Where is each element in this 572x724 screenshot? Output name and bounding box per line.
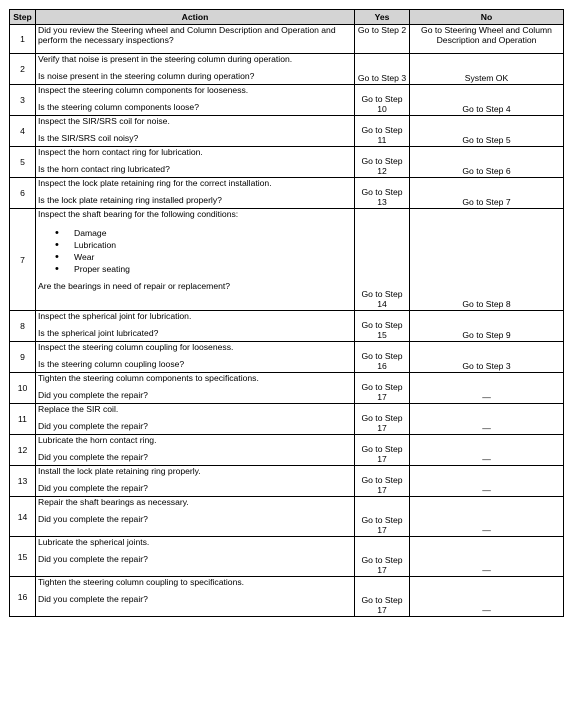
no-result: — [410,373,564,404]
no-result: Go to Step 8 [410,209,564,311]
yes-result: Go to Step 15 [355,311,410,342]
yes-result: Go to Step 17 [355,373,410,404]
step-question: Did you complete the repair? [38,594,148,604]
step-action: Inspect the steering column coupling for looseness. [38,342,234,352]
no-result: Go to Step 9 [410,311,564,342]
yes-result: Go to Step 17 [355,577,410,617]
yes-result: Go to Step 10 [355,85,410,116]
yes-result: Go to Step 12 [355,147,410,178]
step-question: Are the bearings in need of repair or replacement? [38,281,231,291]
no-result: Go to Step 6 [410,147,564,178]
table-row [10,577,564,617]
step-action-cell [36,85,355,116]
step-action-cell [36,342,355,373]
step-question: Is the spherical joint lubricated? [38,328,159,338]
step-action: Verify that noise is present in the steering column during operation. [38,54,293,64]
table-row [10,116,564,147]
no-result: System OK [410,54,564,85]
step-action-cell [36,466,355,497]
step-action: Inspect the lock plate retaining ring for the correct installation. [38,178,272,188]
step-action: Lubricate the horn contact ring. [38,435,157,445]
step-action: Repair the shaft bearings as necessary. [38,497,189,507]
yes-result: Go to Step 11 [355,116,410,147]
step-action: Inspect the shaft bearing for the following conditions: [38,209,239,219]
step-question: Is the lock plate retaining ring installed properly? [38,195,222,205]
table-row [10,85,564,116]
step-number: 9 [10,342,36,373]
table-row [10,147,564,178]
table-row [10,342,564,373]
yes-result: Go to Step 13 [355,178,410,209]
no-result: Go to Step 3 [410,342,564,373]
yes-result: Go to Step 2 [355,25,410,54]
yes-result: Go to Step 17 [355,537,410,577]
yes-result: Go to Step 17 [355,404,410,435]
header-row [10,10,564,25]
step-action: Replace the SIR coil. [38,404,119,414]
step-question: Did you complete the repair? [38,421,148,431]
table-row [10,466,564,497]
step-action-cell [36,147,355,178]
no-result: Go to Step 7 [410,178,564,209]
step-number: 16 [10,577,36,617]
no-result: Go to Step 5 [410,116,564,147]
yes-result: Go to Step 17 [355,466,410,497]
step-action-cell [36,577,355,617]
step-question: Is the steering column coupling loose? [38,359,185,369]
step-action-cell [36,25,355,54]
condition-list-item: • Wear [74,251,352,263]
yes-result: Go to Step 14 [355,209,410,311]
step-action-cell [36,178,355,209]
condition-list-item: • Proper seating [74,263,352,275]
step-action-cell [36,54,355,85]
no-result: — [410,466,564,497]
step-question: Did you complete the repair? [38,452,148,462]
step-action-cell [36,116,355,147]
table-row [10,435,564,466]
step-action: Inspect the horn contact ring for lubrication. [38,147,203,157]
table-row [10,404,564,435]
no-result: Go to Step 4 [410,85,564,116]
yes-result: Go to Step 16 [355,342,410,373]
condition-list-item: • Damage [74,227,352,239]
condition-list [38,227,352,275]
yes-result: Go to Step 3 [355,54,410,85]
step-number: 1 [10,25,36,54]
no-result: — [410,537,564,577]
step-question: Did you complete the repair? [38,390,148,400]
step-question: Did you complete the repair? [38,554,148,564]
step-action-cell [36,435,355,466]
table-row [10,54,564,85]
step-question: Is the steering column components loose? [38,102,199,112]
step-action: Inspect the SIR/SRS coil for noise. [38,116,170,126]
step-number: 2 [10,54,36,85]
step-number: 4 [10,116,36,147]
step-number: 7 [10,209,36,311]
step-question: Is noise present in the steering column during operation? [38,71,255,81]
step-number: 12 [10,435,36,466]
step-action: Tighten the steering column coupling to specifications. [38,577,245,587]
table-row [10,209,564,311]
no-result: — [410,497,564,537]
no-result: — [410,577,564,617]
step-action: Inspect the spherical joint for lubrication. [38,311,192,321]
header-no: No [410,10,564,25]
step-action-cell [36,373,355,404]
yes-result: Go to Step 17 [355,497,410,537]
step-action: Install the lock plate retaining ring properly. [38,466,201,476]
step-action-cell [36,311,355,342]
step-action: Inspect the steering column components for looseness. [38,85,249,95]
step-number: 14 [10,497,36,537]
no-result: — [410,404,564,435]
step-action-cell [36,537,355,577]
yes-result: Go to Step 17 [355,435,410,466]
step-question: Is the SIR/SRS coil noisy? [38,133,139,143]
step-number: 15 [10,537,36,577]
step-action: Tighten the steering column components to specifications. [38,373,259,383]
step-question: Did you complete the repair? [38,514,148,524]
table-row [10,178,564,209]
step-number: 10 [10,373,36,404]
header-step: Step [10,10,36,25]
step-action-cell [36,404,355,435]
no-result: — [410,435,564,466]
table-row [10,497,564,537]
step-number: 8 [10,311,36,342]
table-row [10,25,564,54]
step-action-cell [36,209,355,311]
diagnostic-table [9,9,564,617]
header-yes: Yes [355,10,410,25]
condition-list-item: • Lubrication [74,239,352,251]
step-number: 3 [10,85,36,116]
step-action: Lubricate the spherical joints. [38,537,150,547]
step-action-cell [36,497,355,537]
step-number: 5 [10,147,36,178]
header-action: Action [36,10,355,25]
step-number: 13 [10,466,36,497]
step-question: Did you complete the repair? [38,483,148,493]
step-number: 11 [10,404,36,435]
table-row [10,373,564,404]
step-action: Did you review the Steering wheel and Column Description and Operation and perform the necessary inspections? [38,25,336,45]
step-number: 6 [10,178,36,209]
step-question: Is the horn contact ring lubricated? [38,164,170,174]
table-row [10,311,564,342]
table-row [10,537,564,577]
no-result: Go to Steering Wheel and Column Description and Operation [410,25,564,54]
